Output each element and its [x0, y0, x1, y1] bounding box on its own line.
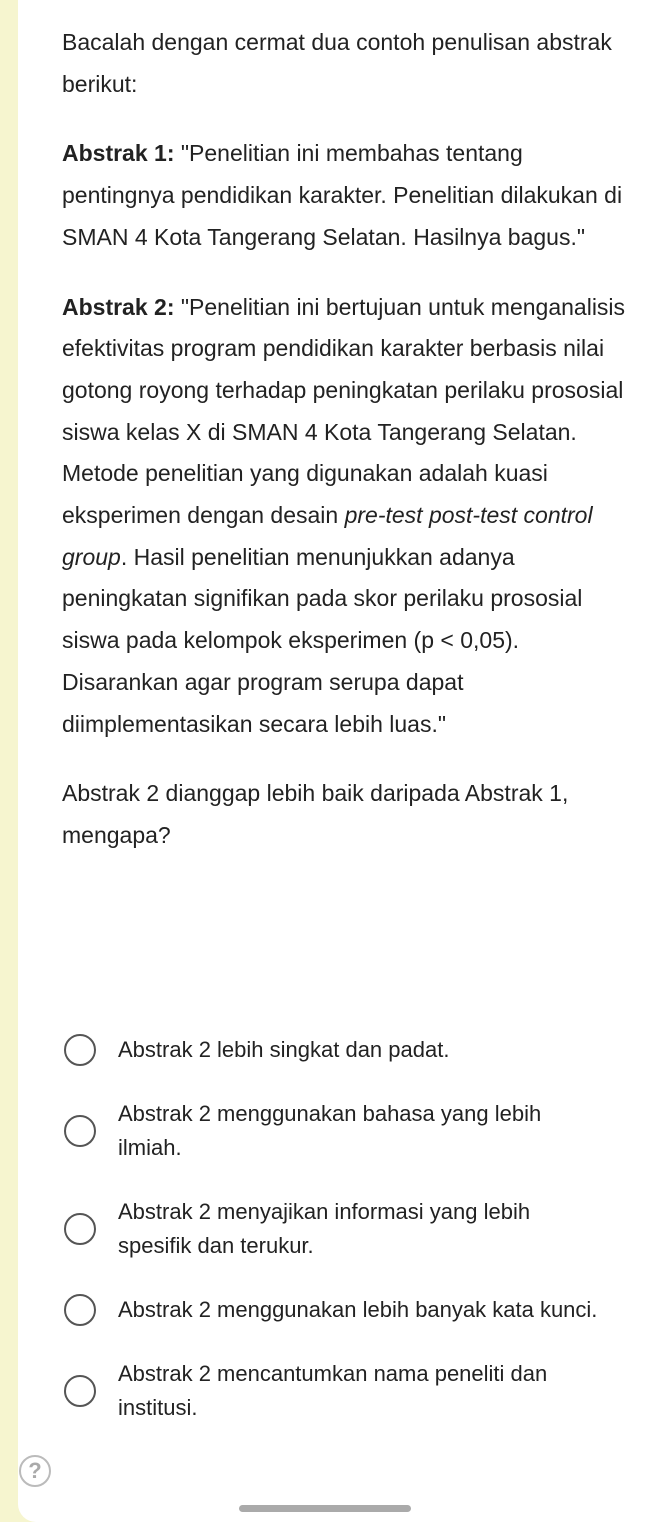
radio-icon[interactable]: [64, 1294, 96, 1326]
abstract-2-label: Abstrak 2:: [62, 293, 175, 320]
abstract-2-italic: pre-test post-test control group: [62, 502, 593, 570]
option-c[interactable]: [0, 1195, 598, 1263]
question-text: Abstrak 2 dianggap lebih baik daripada Abstrak 1, mengapa?: [62, 780, 569, 848]
option-label: Abstrak 2 menyajikan informasi yang lebih spesifik dan terukur.: [118, 1199, 531, 1258]
abstract-2-text-before: "Penelitian ini bertujuan untuk menganalisis efektivitas program pendidikan karakter berbasis nilai gotong royong terhadap peningkatan perilaku prososial siswa kelas X di SMAN 4 Kota Tangerang Selatan. Metode penelitian yang digunakan adalah kuasi eksperimen dengan desain: [62, 293, 626, 529]
abstract-1-label: Abstrak 1:: [62, 140, 175, 167]
option-a[interactable]: [0, 1033, 598, 1067]
radio-icon[interactable]: [64, 1213, 96, 1245]
option-label: Abstrak 2 menggunakan bahasa yang lebih ilmiah.: [118, 1101, 542, 1160]
question-content: [62, 22, 632, 885]
abstract-2: [62, 287, 632, 746]
abstract-2-text-after: . Hasil penelitian menunjukkan adanya peningkatan signifikan pada skor perilaku prososial siswa pada kelompok eksperimen (p < 0,05). Disarankan agar program serupa dapat diimplementasikan secara lebih luas.": [62, 543, 583, 737]
option-e[interactable]: [0, 1357, 598, 1425]
radio-icon[interactable]: [64, 1034, 96, 1066]
home-indicator[interactable]: [239, 1505, 411, 1512]
option-label: Abstrak 2 lebih singkat dan padat.: [118, 1037, 450, 1062]
radio-icon[interactable]: [64, 1375, 96, 1407]
help-icon[interactable]: ?: [19, 1455, 51, 1487]
option-d[interactable]: [0, 1293, 598, 1327]
abstract-1: [62, 133, 632, 258]
option-b[interactable]: [0, 1097, 598, 1165]
option-label: Abstrak 2 mencantumkan nama peneliti dan institusi.: [118, 1361, 548, 1420]
option-label: Abstrak 2 menggunakan lebih banyak kata kunci.: [118, 1297, 598, 1322]
radio-icon[interactable]: [64, 1115, 96, 1147]
intro-text: Bacalah dengan cermat dua contoh penulisan abstrak berikut:: [62, 29, 612, 97]
abstract-1-text: "Penelitian ini membahas tentang pentingnya pendidikan karakter. Penelitian dilakukan di SMAN 4 Kota Tangerang Selatan. Hasilnya bagus.": [62, 140, 623, 250]
answer-options: [0, 1033, 650, 1455]
